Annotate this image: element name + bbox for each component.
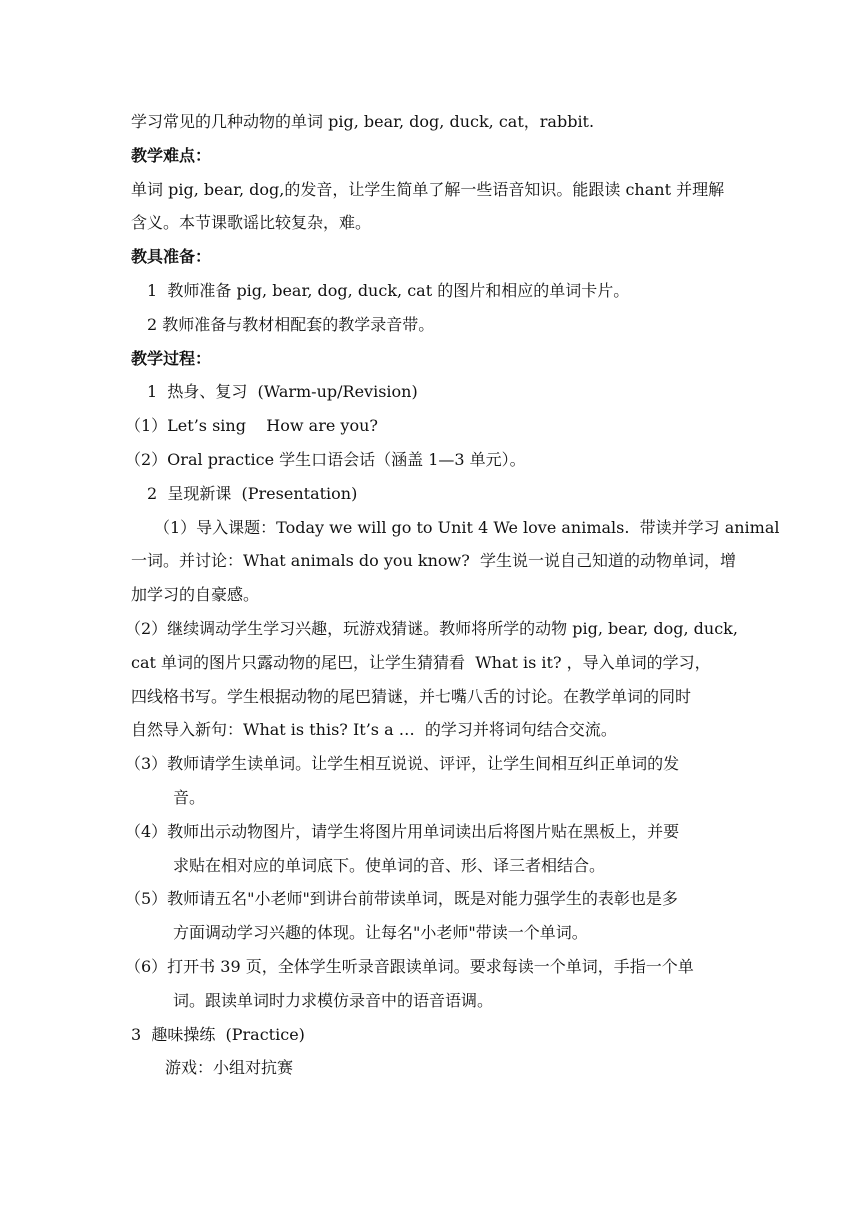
list-item: （6）打开书 39 页，全体学生听录音跟读单词。要求每读一个单词，手指一个单 — [125, 957, 694, 976]
text-line: 方面调动学习兴趣的体现。让每名"小老师"带读一个单词。 — [173, 923, 588, 942]
list-item: （5）教师请五名"小老师"到讲台前带读单词，既是对能力强学生的表彰也是多 — [125, 889, 678, 908]
text-line: 加学习的自豪感。 — [131, 585, 260, 604]
text-line: cat 单词的图片只露动物的尾巴，让学生猜猜看 What is it? ，导入单词的学习， — [131, 653, 711, 672]
text-line: 四线格书写。学生根据动物的尾巴猜谜，并七嘴八舌的讨论。在教学单词的同时 — [131, 687, 692, 706]
text-line: 词。跟读单词时力求模仿录音中的语音语调。 — [173, 991, 494, 1010]
text-line: 游戏：小组对抗赛 — [165, 1058, 294, 1077]
list-item: （3）教师请学生读单词。让学生相互说说、评评，让学生间相互纠正单词的发 — [125, 754, 680, 773]
list-item: 1 教师准备 pig, bear, dog, duck, cat 的图片和相应的单词卡片。 — [147, 281, 630, 300]
section-heading-process: 教学过程： — [131, 349, 212, 368]
text-line: 含义。本节课歌谣比较复杂，难。 — [131, 213, 372, 232]
list-item: （2）Oral practice 学生口语会话（涵盖 1—3 单元）。 — [125, 450, 526, 469]
text-line: 一词。并讨论：What animals do you know? 学生说一说自己知道的动物单词，增 — [131, 551, 736, 570]
text-line: 求贴在相对应的单词底下。使单词的音、形、译三者相结合。 — [173, 856, 606, 875]
step-heading: 3 趣味操练 (Practice) — [131, 1025, 305, 1044]
text-line: 学习常见的几种动物的单词 pig, bear, dog, duck, cat，rabbit. — [131, 112, 595, 131]
text-line: 单词 pig, bear, dog,的发音，让学生简单了解一些语音知识。能跟读 chant 并理解 — [131, 180, 725, 199]
list-item: （2）继续调动学生学习兴趣，玩游戏猜谜。教师将所学的动物 pig, bear, dog, duck, — [125, 619, 738, 638]
list-item: （4）教师出示动物图片，请学生将图片用单词读出后将图片贴在黑板上，并要 — [125, 822, 680, 841]
list-item: （1）导入课题：Today we will go to Unit 4 We love animals. 带读并学习 animal — [154, 518, 780, 537]
section-heading-difficulties: 教学难点： — [131, 146, 212, 165]
list-item: （1）Let’s sing How are you? — [125, 416, 378, 435]
step-heading: 2 呈现新课 (Presentation) — [147, 484, 358, 503]
step-heading: 1 热身、复习 (Warm-up/Revision) — [147, 382, 418, 401]
text-line: 自然导入新句：What is this? It’s a … 的学习并将词句结合交流。 — [131, 720, 617, 739]
section-heading-materials: 教具准备： — [131, 247, 212, 266]
text-line: 音。 — [173, 788, 206, 807]
list-item: 2 教师准备与教材相配套的教学录音带。 — [147, 315, 435, 334]
